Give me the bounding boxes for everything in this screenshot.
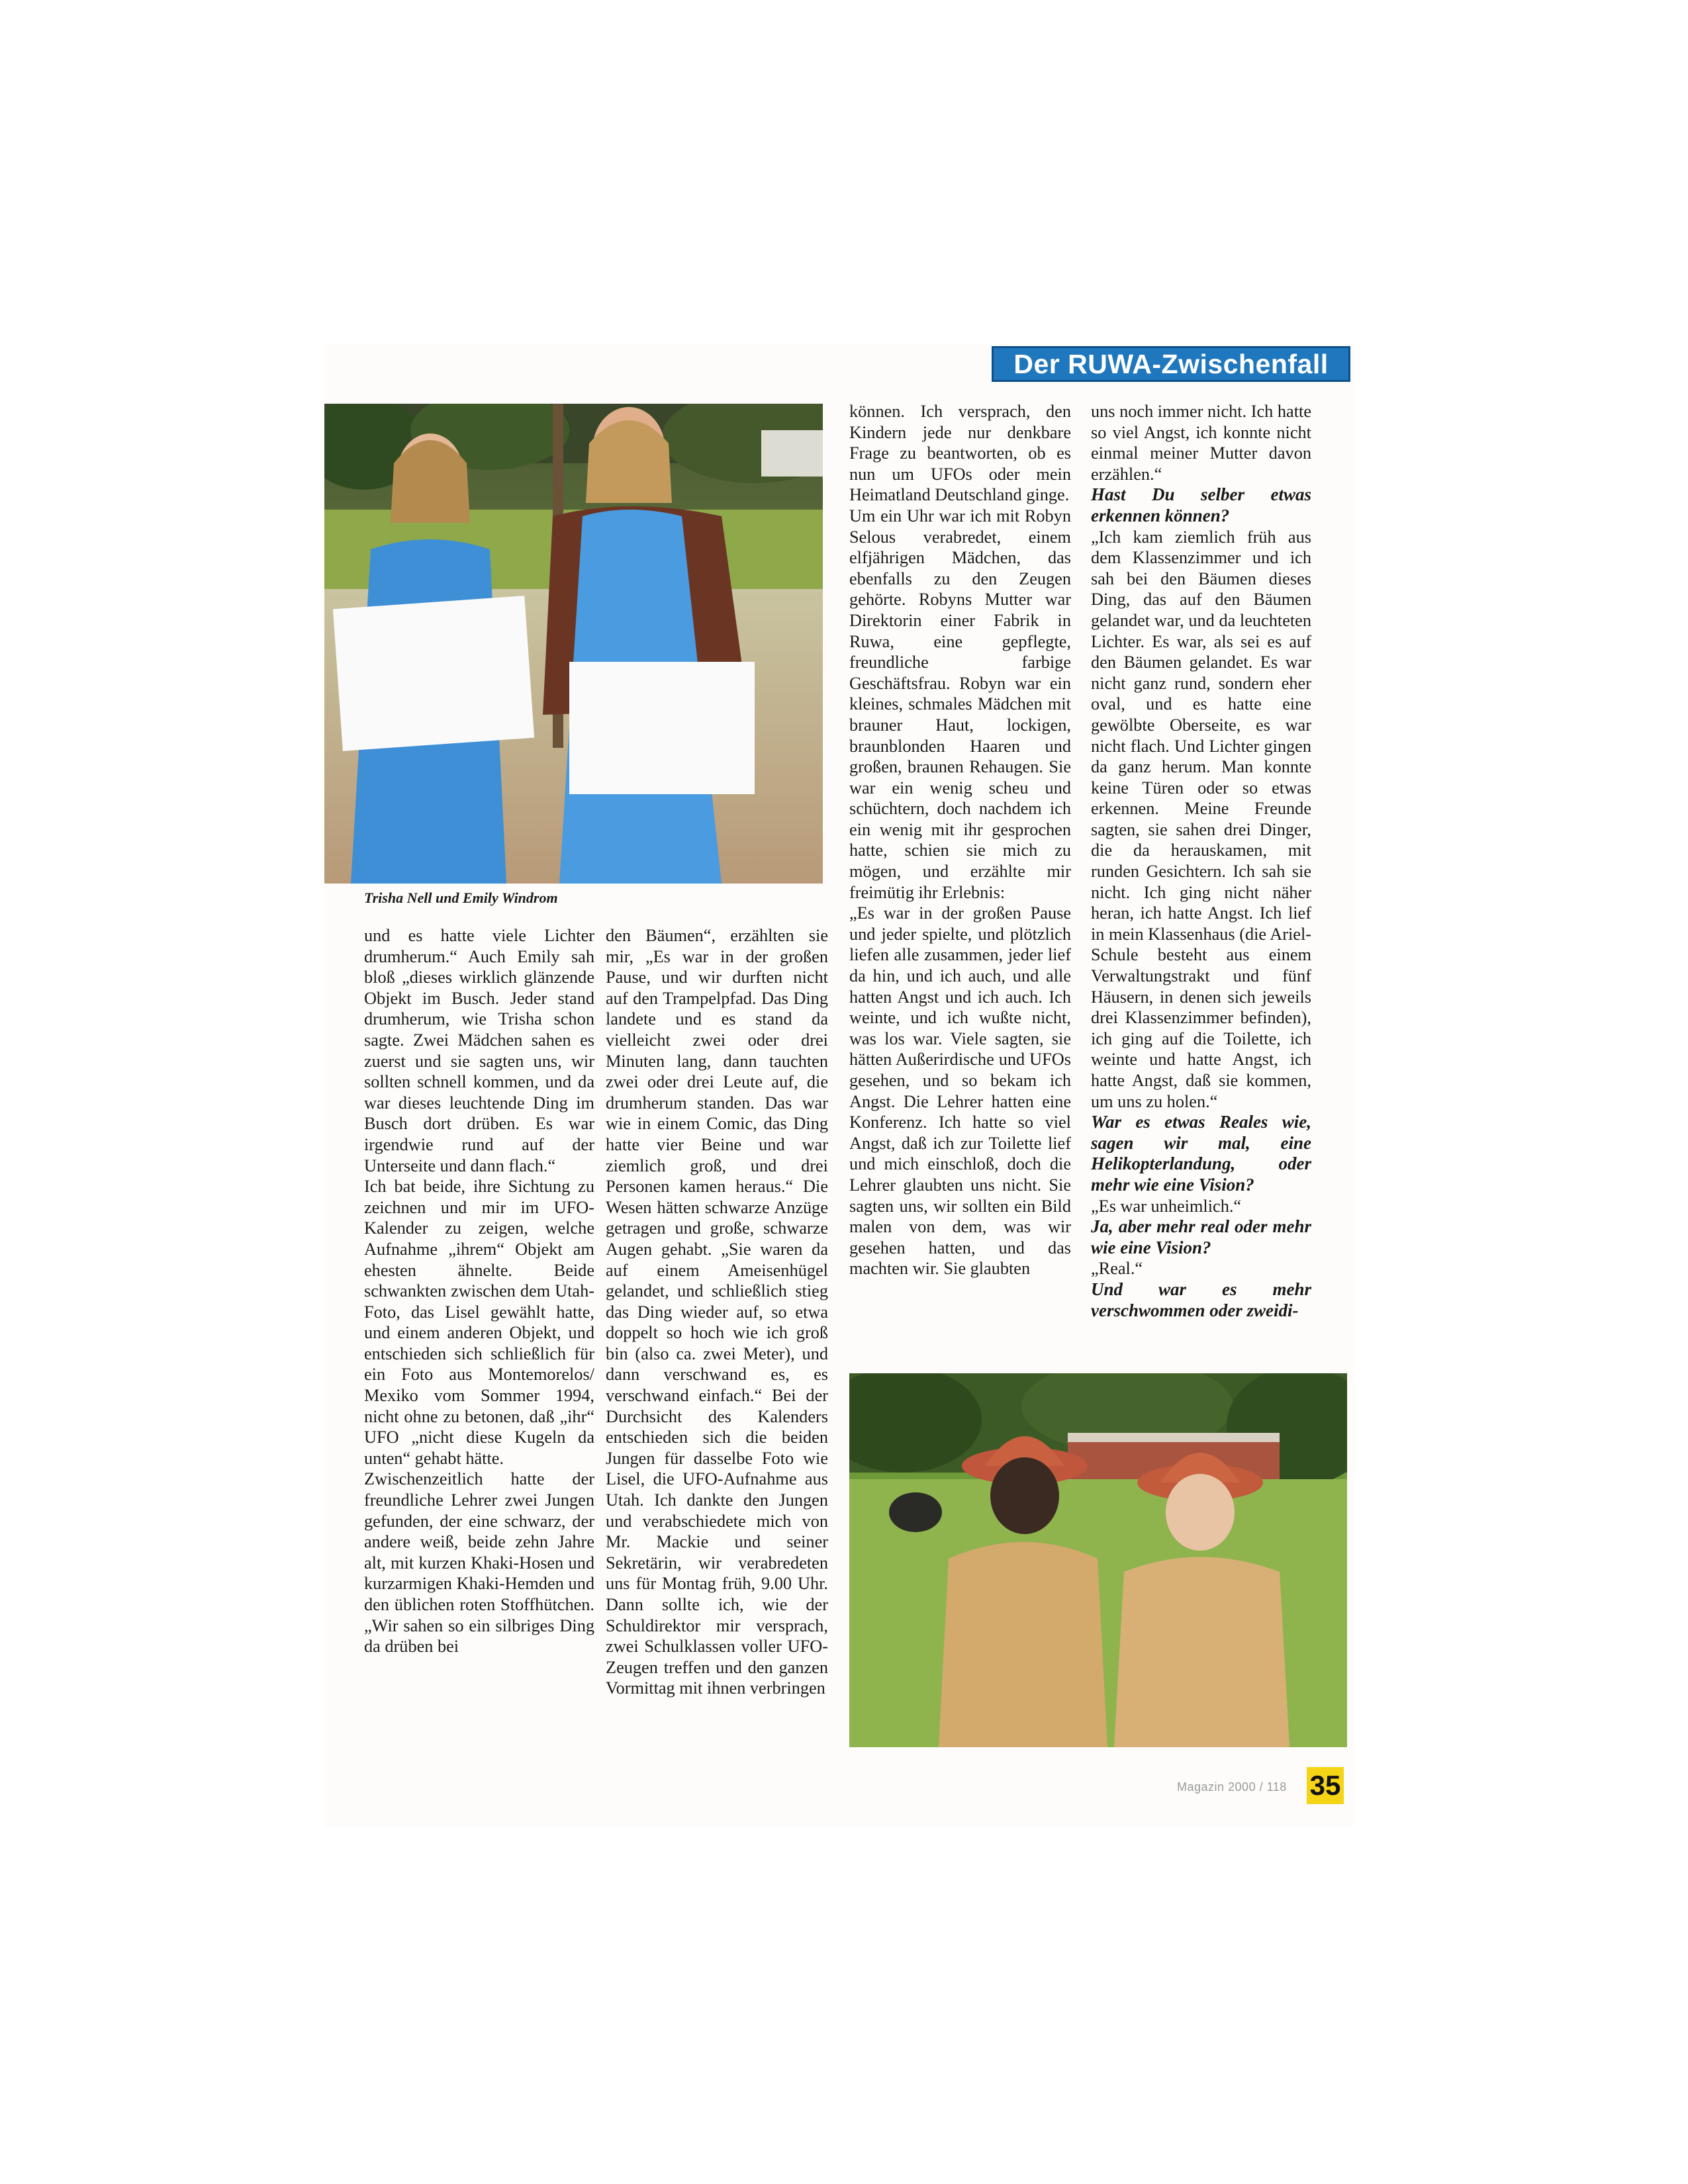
photo-girls-image (324, 404, 823, 884)
paragraph: „Ich kam ziemlich früh aus dem Klassenzimmer und ich sah bei den Bäumen dieses Ding, das auf den Bäumen gelandet war, und da leuchteten Lichter. Es war, als sei es auf den Bäumen gelandet. Es war nicht ganz rund, sondern eher oval, und es hatte eine gewölbte Oberseite, es war nicht flach. Und Lichter gingen da ganz herum. Man konnte keine Türen oder so etwas erkennen. Meine Freunde sagten, sie sahen drei Dinger, die da herauskamen, mit runden Gesichtern. Ich sah sie nicht. Ich ging nicht näher heran, ich hatte Angst. Ich lief in mein Klassenhaus (die Ariel-Schule besteht aus einem Verwaltungstrakt und fünf Häusern, in denen sich jeweils drei Klassenzimmer befinden), ich ging auf die Toilette, ich weinte und hatte Angst, ich hatte Angst, daß sie kommen, um uns zu holen.“ (1091, 527, 1312, 1111)
interview-question: War es etwas Reales wie, sagen wir mal, eine Helikopterlandung, oder mehr wie eine Vision? (1091, 1112, 1311, 1195)
article-header: Der RUWA-Zwischenfall (992, 346, 1350, 382)
paragraph: Ich bat beide, ihre Sichtung zu zeichnen und mir im UFO-Kalender zu zeigen, welche Aufnahme „ihrem“ Objekt am ehesten ähnelte. Beide schwankten zwischen dem Utah-Foto, das Lisel gewählt hatte, und einem anderen Objekt, und entschieden sich schließlich für ein Foto aus Montemorelos/ Mexiko vom Sommer 1994, nicht ohne zu betonen, daß „ihr“ UFO „nicht diese Kugeln da unten“ gehabt hätte. (364, 1177, 594, 1468)
interview-question: Hast Du selber etwas erkennen können? (1091, 484, 1311, 525)
paragraph: Um ein Uhr war ich mit Robyn Selous verabredet, einem elfjährigen Mädchen, das ebenfalls zu den Zeugen gehörte. Robyns Mutter war Direktorin einer Fabrik in Ruwa, eine gepflegte, freundliche farbige Geschäftsfrau. Robyn war ein kleines, schmales Mädchen mit brauner Haut, lockigen, braunblonden Haaren und großen, braunen Rehaugen. Sie war ein wenig scheu und schüchtern, doch nachdem ich ein wenig mit ihr gesprochen hatte, schien sie mich zu mögen, und erzählte mir freimütig ihr Erlebnis: (849, 506, 1071, 902)
photo-boys-image (849, 1373, 1347, 1747)
interview-question: Ja, aber mehr real oder mehr wie eine Vision? (1091, 1216, 1311, 1257)
magazine-issue: Magazin 2000 / 118 (1177, 1780, 1287, 1794)
paragraph: und es hatte viele Lichter drumherum.“ Auch Emily sah bloß „dieses wirklich glänzende Objekt im Busch. Jeder stand drumherum, wie Trisha schon sagte. Zwei Mädchen sahen es zuerst und sie sagten uns, wir sollten schnell kommen, und da war dieses leuchtende Ding im Busch dort drüben. Es war irgendwie rund auf der Unterseite und dann flach.“ (364, 926, 594, 1175)
paragraph: uns noch immer nicht. Ich hatte so viel Angst, ich konnte nicht einmal meiner Mutter davon erzählen.“ (1091, 402, 1311, 484)
interview-question: Und war es mehr verschwommen oder zweidi- (1091, 1279, 1311, 1320)
paragraph: den Bäumen“, erzählten sie mir, „Es war in der großen Pause, und wir durften nicht auf den Trampelpfad. Das Ding landete und es stand da vielleicht zwei oder drei Minuten lang, dann tauchten zwei oder drei Leute auf, die drumherum standen. Das war wie in einem Comic, das Ding hatte vier Beine und war ziemlich groß, und drei Personen kamen heraus.“ Die Wesen hätten schwarze Anzüge getragen und große, schwarze Augen gehabt. „Sie waren da auf einem Ameisenhügel gelandet, und schließlich stieg das Ding wieder auf, so etwa doppelt so hoch wie ich groß bin (also ca. zwei Meter), und dann verschwand es, es verschwand einfach.“ Bei der Durchsicht des Kalenders entschieden sich die beiden Jungen für dasselbe Foto wie Lisel, die UFO-Aufnahme aus Utah. Ich dankte den Jungen und verabschiedete mich von Mr. Mackie und seiner Sekretärin, wir verabredeten uns für Montag früh, 9.00 Uhr. Dann sollte ich, wie der Schuldirektor mir versprach, zwei Schulklassen voller UFO-Zeugen treffen und den ganzen Vormittag mit ihnen verbringen (606, 926, 828, 1698)
paragraph: Zwischenzeitlich hatte der freundliche Lehrer zwei Jungen gefunden, der eine schwarz, der andere weiß, beide zehn Jahre alt, mit kurzen Khaki-Hosen und kurzarmigen Khaki-Hemden und den üblichen roten Stoffhütchen. „Wir sahen so ein silbriges Ding da drüben bei (364, 1469, 594, 1657)
text-column-2 (606, 925, 828, 1699)
paragraph: „Es war in der großen Pause und jeder spielte, und plötzlich liefen alle zusammen, jeder lief da hin, und ich auch, und alle hatten Angst und ich auch. Ich weinte, und ich wußte nicht, was los war. Viele sagten, sie hätten Außerirdische und UFOs gesehen, und so bekam ich Angst. Die Lehrer hatten eine Konferenz. Ich hatte so viel Angst, daß ich zur Toilette lief und mich einschloß, doch die Lehrer glaubten uns nicht. Sie sagten uns, wir sollten ein Bild malen von dem, was wir gesehen hatten, und das machten wir. Sie glaubten (849, 903, 1071, 1279)
text-column-4 (1091, 401, 1311, 1321)
text-column-3 (849, 401, 1071, 1279)
photo-girls (324, 404, 823, 884)
paragraph: „Es war unheimlich.“ (1091, 1196, 1242, 1216)
paragraph: „Real.“ (1091, 1259, 1143, 1279)
text-column-1 (364, 925, 594, 1657)
page-number: 35 (1307, 1767, 1344, 1804)
photo-caption: Trisha Nell und Emily Windrom (364, 889, 558, 906)
paragraph: können. Ich versprach, den Kindern jede nur denkbare Frage zu beantworten, ob es nun um UFOs oder mein Heimatland Deutschland ginge. (849, 402, 1071, 505)
photo-boys (849, 1373, 1347, 1747)
